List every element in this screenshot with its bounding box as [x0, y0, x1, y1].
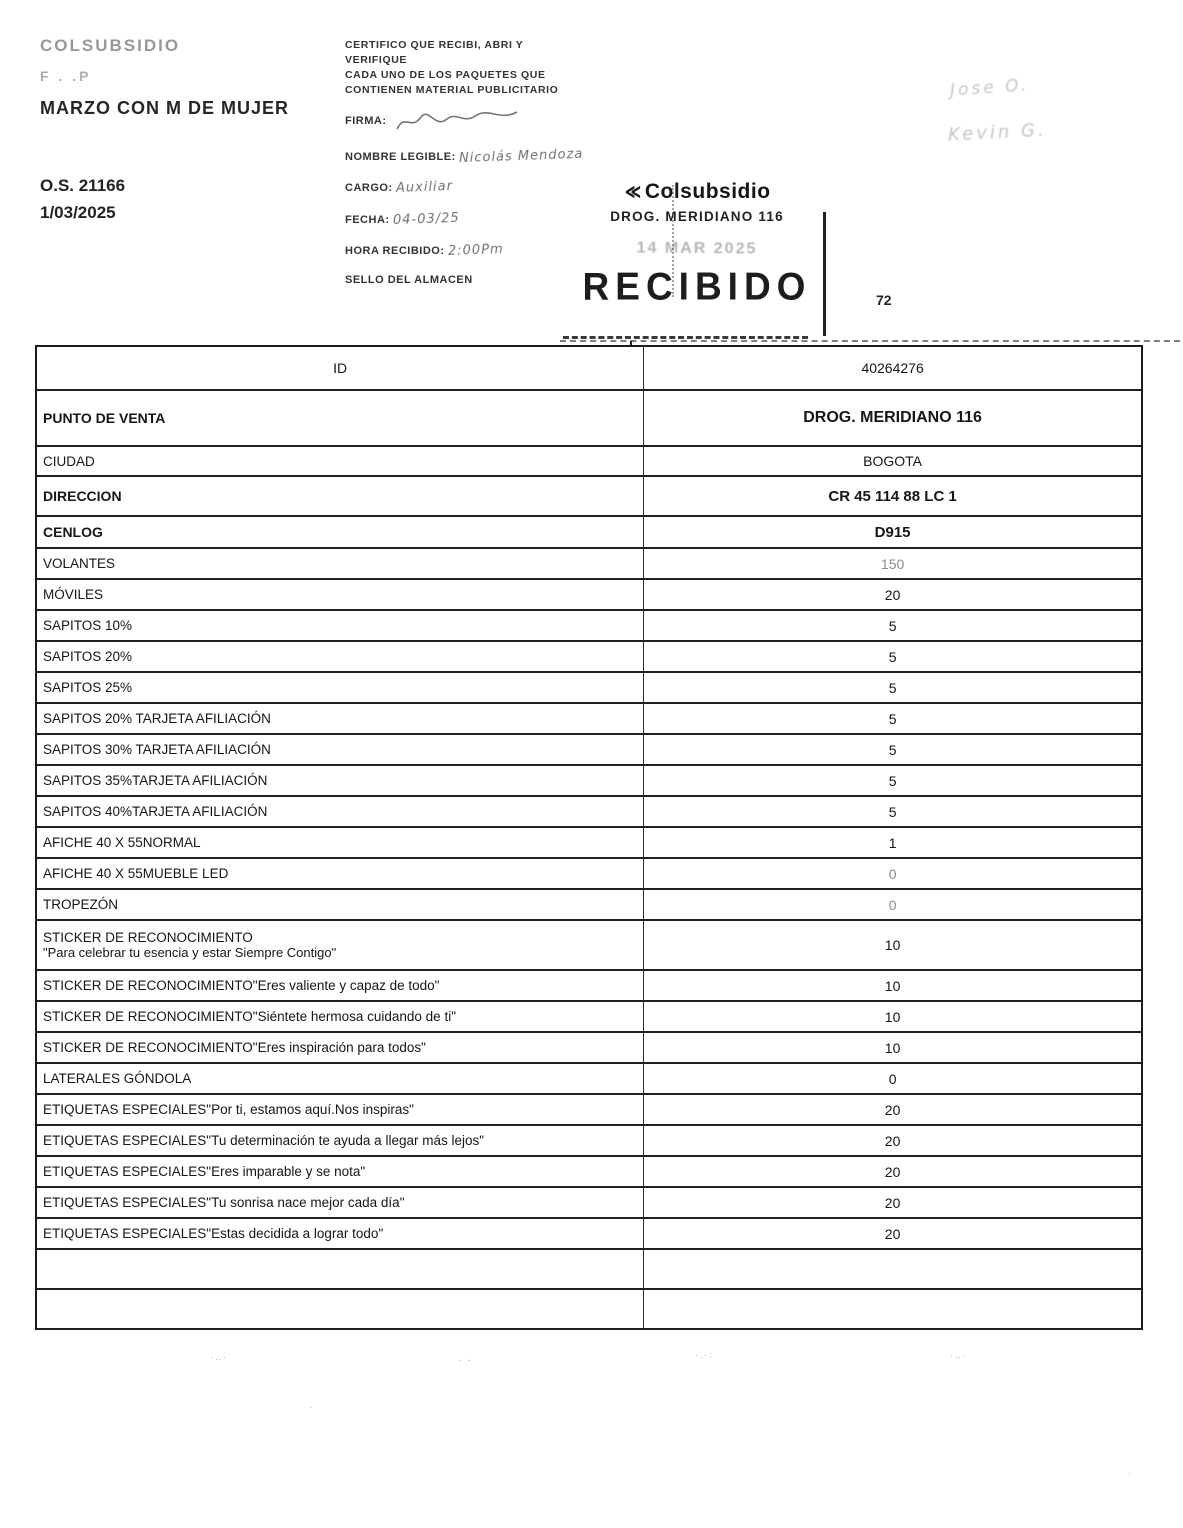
scan-noise: ·.·:	[695, 1350, 714, 1360]
row-value: CR 45 114 88 LC 1	[828, 487, 957, 505]
table-row	[37, 1290, 1141, 1330]
row-value: 0	[888, 1070, 897, 1087]
colsubsidio-logo-icon: ≪	[625, 182, 642, 203]
scan-noise: .	[310, 1400, 315, 1410]
row-label: MÓVILES	[37, 580, 644, 609]
hora-recibido-label: HORA RECIBIDO:	[345, 245, 445, 257]
handwritten-note: Kevin G.	[947, 119, 1048, 146]
table-row	[37, 797, 1141, 828]
row-value: 5	[888, 772, 897, 789]
table-row	[37, 447, 1141, 477]
row-value: 5	[888, 617, 897, 634]
table-row	[37, 1157, 1141, 1188]
table-row	[37, 1188, 1141, 1219]
table-row	[37, 1219, 1141, 1250]
table-row	[37, 921, 1141, 971]
scan-noise: ·‥·	[950, 1350, 969, 1360]
row-label: STICKER DE RECONOCIMIENTO "Para celebrar tu esencia y estar Siempre Contigo"	[37, 921, 644, 969]
table-row	[37, 766, 1141, 797]
table-row	[37, 1002, 1141, 1033]
campaign-title: MARZO CON M DE MUJER	[40, 98, 289, 118]
row-value: 150	[880, 555, 905, 572]
firma-field	[345, 115, 387, 127]
receipt-stamp	[563, 180, 831, 308]
table-row	[37, 549, 1141, 580]
dashed-rule	[560, 340, 1180, 342]
row-label: ETIQUETAS ESPECIALES"Eres imparable y se nota"	[37, 1157, 644, 1186]
row-label: SAPITOS 10%	[37, 611, 644, 640]
stamp-date: 14 MAR 2025	[636, 239, 758, 258]
row-label: STICKER DE RECONOCIMIENTO"Eres inspiración para todos"	[37, 1033, 644, 1062]
certification-line: CERTIFICO QUE RECIBI, ABRI Y	[345, 39, 524, 51]
row-value: 0	[888, 896, 897, 913]
table-row	[37, 735, 1141, 766]
page-number: 72	[876, 292, 892, 308]
row-value: 20	[884, 1194, 901, 1211]
table-row	[37, 704, 1141, 735]
row-value: 20	[884, 1225, 901, 1242]
scan-noise: ·‥·	[210, 1352, 229, 1362]
row-value: 5	[888, 741, 897, 758]
stamp-store: DROG. MERIDIANO 116	[610, 209, 784, 224]
sello-almacen-label: SELLO DEL ALMACEN	[345, 274, 473, 286]
table-row	[37, 580, 1141, 611]
table-row	[37, 517, 1141, 549]
fecha-label: FECHA:	[345, 214, 390, 226]
row-label: ID	[37, 347, 644, 389]
cargo-field	[345, 180, 453, 195]
row-label: STICKER DE RECONOCIMIENTO"Eres valiente y capaz de todo"	[37, 971, 644, 1000]
row-label: ETIQUETAS ESPECIALES"Tu sonrisa nace mejor cada día"	[37, 1188, 644, 1217]
stamp-brand: Colsubsidio	[644, 180, 771, 203]
order-date: 1/03/2025	[40, 203, 116, 222]
row-value: DROG. MERIDIANO 116	[803, 409, 982, 426]
row-value: D915	[874, 523, 911, 541]
nombre-legible-field	[345, 146, 584, 167]
row-label: AFICHE 40 X 55MUEBLE LED	[37, 859, 644, 888]
certification-line: CADA UNO DE LOS PAQUETES QUE	[345, 69, 546, 81]
row-label: SAPITOS 35%TARJETA AFILIACIÓN	[37, 766, 644, 795]
row-label: ETIQUETAS ESPECIALES"Estas decidida a lograr todo"	[37, 1219, 644, 1248]
row-value: 5	[888, 803, 897, 820]
row-value	[644, 1290, 1141, 1328]
scan-noise: ·	[1128, 1468, 1133, 1478]
letterhead	[40, 36, 340, 222]
certification-line: VERIFIQUE	[345, 54, 407, 66]
row-value	[644, 1250, 1141, 1288]
row-value: 20	[884, 1101, 901, 1118]
table-row	[37, 673, 1141, 704]
row-label	[37, 1290, 644, 1328]
fecha-value: 04-03/25	[392, 210, 461, 229]
row-label: LATERALES GÓNDOLA	[37, 1064, 644, 1093]
table-row	[37, 828, 1141, 859]
row-value: BOGOTA	[863, 453, 923, 469]
row-value: 40264276	[861, 360, 924, 376]
order-number: O.S. 21166	[40, 176, 126, 195]
row-label: PUNTO DE VENTA	[37, 391, 644, 445]
row-value: 5	[888, 679, 897, 696]
signature-scribble-icon	[393, 107, 523, 137]
delivery-table	[35, 345, 1143, 1330]
handwritten-note: Jose O.	[949, 75, 1030, 101]
row-value: 20	[884, 1163, 901, 1180]
row-label: SAPITOS 25%	[37, 673, 644, 702]
row-value: 10	[884, 977, 901, 994]
nombre-legible-value: Nicolás Mendoza	[459, 146, 584, 167]
row-label	[37, 1250, 644, 1288]
row-value: 5	[888, 648, 897, 665]
row-label: CENLOG	[37, 517, 644, 547]
row-label: CIUDAD	[37, 447, 644, 475]
stamp-status: RECIBIDO	[582, 264, 812, 308]
row-value: 10	[884, 1039, 901, 1056]
table-row	[37, 642, 1141, 673]
row-label: TROPEZÓN	[37, 890, 644, 919]
row-label: STICKER DE RECONOCIMIENTO"Siéntete hermosa cuidando de ti"	[37, 1002, 644, 1031]
table-row	[37, 1250, 1141, 1290]
row-label: AFICHE 40 X 55NORMAL	[37, 828, 644, 857]
row-value: 10	[884, 1008, 901, 1025]
cargo-value: Auxiliar	[395, 179, 454, 196]
table-row	[37, 1095, 1141, 1126]
row-value: 20	[884, 1132, 901, 1149]
row-value: 5	[888, 710, 897, 727]
letterhead-brand: COLSUBSIDIO	[40, 36, 181, 55]
row-value: 20	[884, 586, 901, 603]
stamp-side-bar	[823, 212, 826, 336]
table-row	[37, 890, 1141, 921]
row-value: 1	[888, 834, 897, 851]
stamp-brand-row	[563, 180, 831, 204]
hora-recibido-field	[345, 243, 504, 258]
row-value: 10	[884, 937, 901, 953]
table-row	[37, 971, 1141, 1002]
table-row	[37, 859, 1141, 890]
row-label: SAPITOS 20% TARJETA AFILIACIÓN	[37, 704, 644, 733]
table-row	[37, 477, 1141, 517]
table-row	[37, 1064, 1141, 1095]
table-row	[37, 347, 1141, 391]
letterhead-sub: F . .P	[40, 68, 92, 84]
certification-line: CONTIENEN MATERIAL PUBLICITARIO	[345, 84, 559, 96]
row-label: VOLANTES	[37, 549, 644, 578]
table-row	[37, 611, 1141, 642]
row-label: ETIQUETAS ESPECIALES"Por ti, estamos aquí.Nos inspiras"	[37, 1095, 644, 1124]
row-label: SAPITOS 30% TARJETA AFILIACIÓN	[37, 735, 644, 764]
table-row	[37, 1126, 1141, 1157]
table-row	[37, 1033, 1141, 1064]
fecha-field	[345, 212, 460, 227]
scan-noise: · -	[458, 1355, 473, 1365]
cargo-label: CARGO:	[345, 182, 393, 194]
row-label: DIRECCION	[37, 477, 644, 515]
hora-recibido-value: 2:00Pm	[447, 242, 504, 259]
firma-label: FIRMA:	[345, 115, 387, 127]
row-label: ETIQUETAS ESPECIALES"Tu determinación te ayuda a llegar más lejos"	[37, 1126, 644, 1155]
row-label: SAPITOS 20%	[37, 642, 644, 671]
certification-block	[345, 38, 615, 98]
table-row	[37, 391, 1141, 447]
row-label: SAPITOS 40%TARJETA AFILIACIÓN	[37, 797, 644, 826]
row-value: 0	[888, 865, 897, 882]
stamp-underline	[563, 336, 808, 339]
nombre-legible-label: NOMBRE LEGIBLE:	[345, 151, 456, 163]
